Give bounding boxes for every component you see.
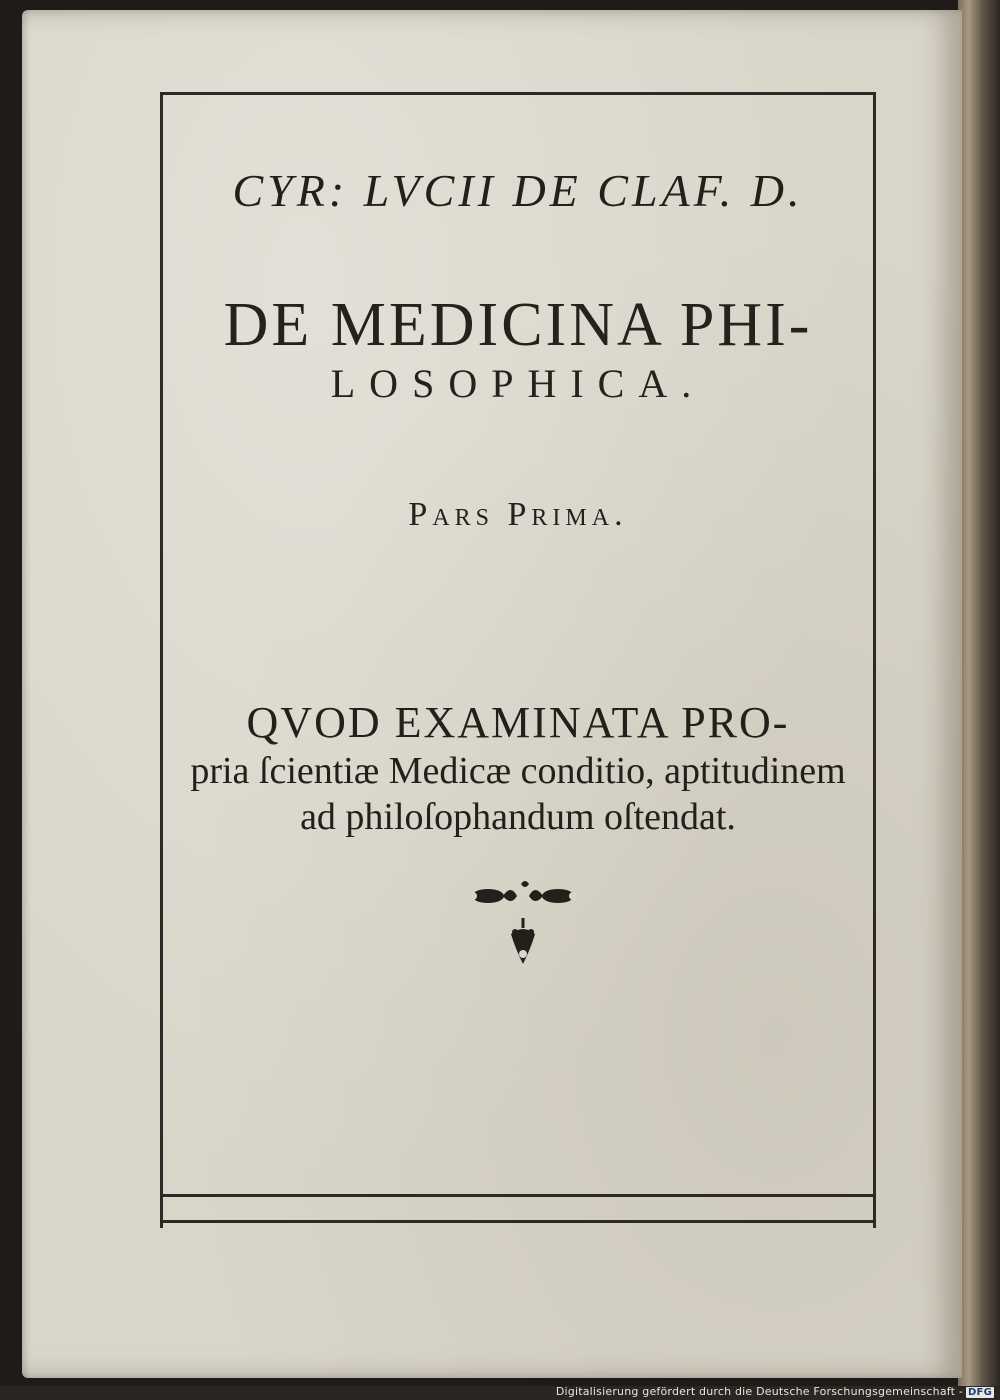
- book-page: [22, 10, 962, 1378]
- page-frame: [160, 92, 876, 1228]
- digitization-credit: [556, 1385, 994, 1398]
- book-spine: [958, 0, 1000, 1386]
- frame-bottom-rule-outer: [163, 1220, 873, 1223]
- part-heading: Pars Prima.: [408, 496, 628, 533]
- fleuron-icon: [453, 874, 593, 994]
- frame-bottom-rule: [163, 1194, 873, 1197]
- frame-top-rule: [163, 92, 873, 95]
- subtitle-caps: QVOD EXAMINATA PRO-: [246, 698, 790, 747]
- subtitle-block: [177, 698, 859, 840]
- title-line-1: DE MEDICINA PHI-: [223, 291, 813, 359]
- dfg-logo: DFG: [968, 1387, 992, 1398]
- author-line: CYR: LVCII DE CLAF. D.: [232, 165, 804, 216]
- credit-text: Digitalisierung gefördert durch die Deutsche Forschungsgemeinschaft -: [555, 1385, 964, 1398]
- subtitle-body: pria ſcientiæ Medicæ conditio, aptitudinem ad philoſophandum oſtendat.: [190, 750, 846, 838]
- title-line-2: LOSOPHICA.: [330, 361, 706, 406]
